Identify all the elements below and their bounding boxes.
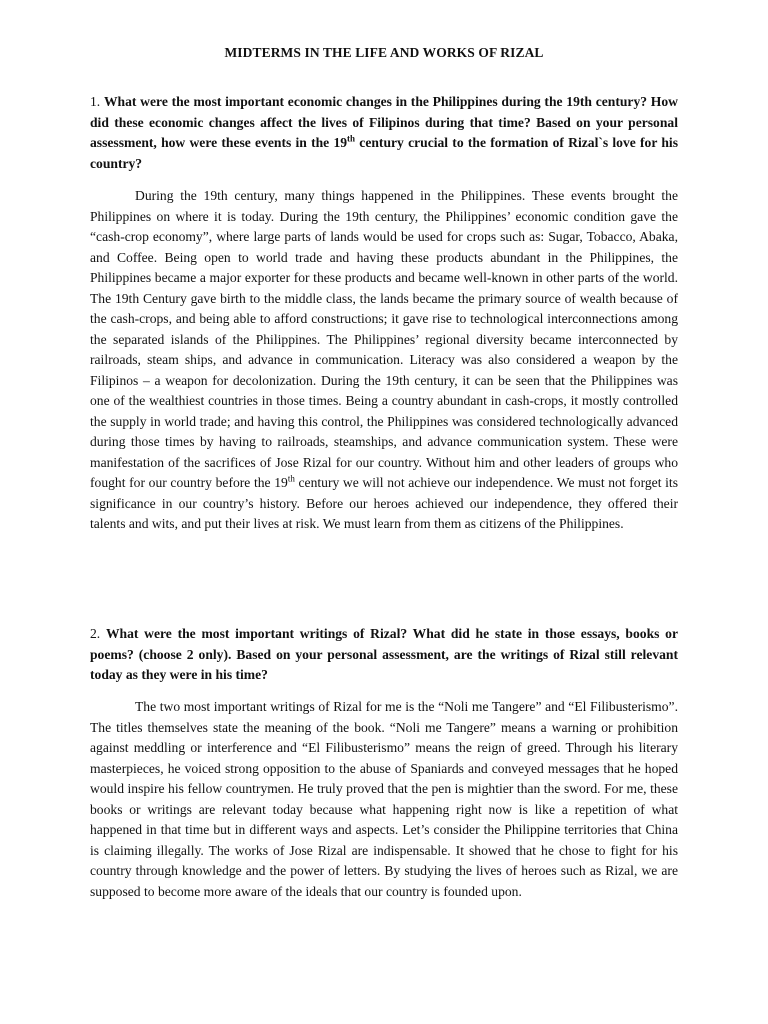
- question-1-superscript: th: [347, 133, 356, 144]
- question-1: [90, 92, 678, 174]
- question-2-text: What were the most important writings of Rizal? What did he state in those essays, books or poems? (choose 2 only). Based on your personal assessment, are the writings of Rizal still relevant today as they were in his time?: [90, 626, 678, 682]
- question-1-text-b: century crucial to the formation of Rizal`s love for his country?: [90, 135, 678, 171]
- question-1-text-a: What were the most important economic changes in the Philippines during the 19th century? How did these economic changes affect the lives of Filipinos during that time? Based on your personal assessment, how were these events in the 19: [90, 94, 678, 150]
- page-title: MIDTERMS IN THE LIFE AND WORKS OF RIZAL: [224, 45, 544, 60]
- answer-2-text: The two most important writings of Rizal for me is the “Noli me Tangere” and “El Filibusterismo”. The titles themselves state the meaning of the book. “Noli me Tangere” means a warning or prohibition against meddling or interference and “El Filibusterismo” means the reign of greed. Through his literary masterpieces, he voiced strong opposition to the abuse of Spaniards and conveyed messages that he hoped would inspire his fellow countrymen. He truly proved that the pen is mightier than the sword. For me, these books or writings are relevant today because what happening right now is like a repetition of what happened in that time but in different ways and aspects. Let’s consider the Philippine territories that China is claiming illegally. The works of Jose Rizal are indispensable. It showed that he chose to fight for his country through knowledge and the power of letters. By studying the lives of heroes such as Rizal, we are supposed to become more aware of the ideals that our country is founded upon.: [90, 699, 678, 899]
- answer-1-text-b: century we will not achieve our independence. We must not forget its significance in our country’s history. Before our heroes achieved our independence, they offered their talents and wits, and put their lives at risk. We must learn from them as citizens of the Philippines.: [90, 475, 678, 531]
- answer-1-text-a: During the 19th century, many things happened in the Philippines. These events brought the Philippines on where it is today. During the 19th century, the Philippines’ economic condition gave the “cash-crop economy”, where large parts of lands would be used for crops such as: Sugar, Tobacco, Abaka, and Coffee. Being open to world trade and having these products abundant in the Philippines, the Philippines became a major exporter for these products and became well-known in other parts of the world. The 19th Century gave birth to the middle class, the lands became the primary source of wealth because of the cash-crops, and being able to afford constructions; it gave rise to technological interconnections among the separated islands of the Philippines. The Philippines’ regional diversity became interconnected by railroads, steam ships, and advance in communication. Literacy was also considered a weapon by the Filipinos – a weapon for decolonization. During the 19th century, it can be seen that the Philippines was one of the wealthiest countries in those times. Being a country abundant in cash-crops, it mostly controlled the supply in world trade; and having this control, the Philippines was considered technologically advanced during those times by having to railroads, steamships, and advance communication system. These were manifestation of the sacrifices of Jose Rizal for our country. Without him and other leaders of groups who fought for our country before the 19: [90, 188, 678, 490]
- answer-2: [90, 697, 678, 902]
- answer-1-superscript: th: [287, 473, 295, 484]
- answer-1: [90, 186, 678, 535]
- question-2-number: 2.: [90, 626, 101, 641]
- question-2: [90, 624, 678, 686]
- question-1-number: 1.: [90, 94, 101, 109]
